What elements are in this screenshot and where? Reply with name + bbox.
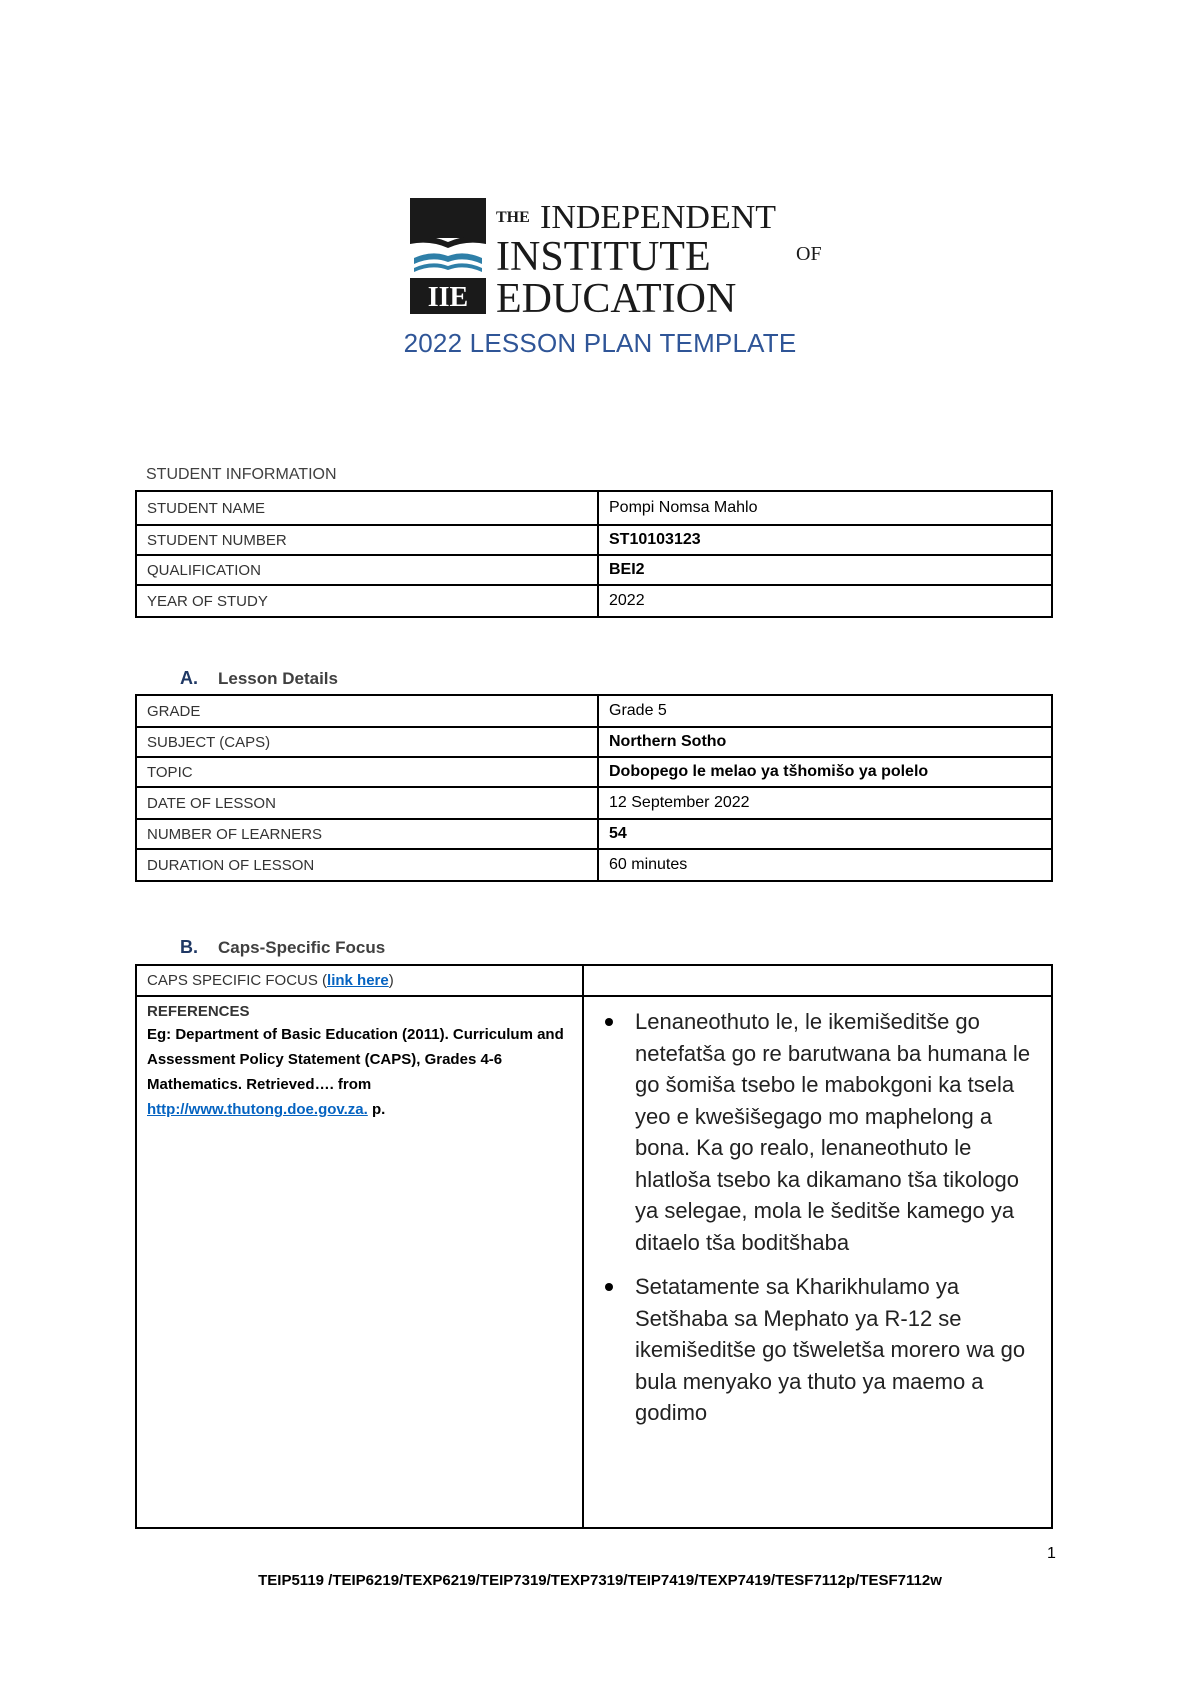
- reference-suffix: p.: [367, 1101, 386, 1118]
- student-number-key: STUDENT NUMBER: [136, 525, 598, 555]
- caps-header-prefix: CAPS SPECIFIC FOCUS (: [147, 972, 328, 989]
- topic-value: Dobopego le melao ya tšhomišo ya polelo: [598, 757, 1052, 787]
- section-letter: A.: [180, 668, 198, 688]
- logo-badge-text: IIE: [427, 282, 469, 313]
- student-info-table: [135, 490, 1053, 618]
- list-item: Setatamente sa Kharikhulamo ya Setšhaba sa Mephato ya R-12 se ikemišeditše go tšweletša morero wa go bula menyako ya thuto ya maemo a godimo: [635, 1271, 1034, 1429]
- duration-value: 60 minutes: [598, 849, 1052, 881]
- grade-value: Grade 5: [598, 695, 1052, 727]
- table-row: [136, 965, 1052, 996]
- learners-value: 54: [598, 819, 1052, 849]
- footer-module-codes: TEIP5119 /TEIP6219/TEXP6219/TEIP7319/TEXP7319/TEIP7419/TEXP7419/TESF7112p/TESF7112w: [258, 1572, 942, 1589]
- grade-key: GRADE: [136, 695, 598, 727]
- references-cell: [136, 996, 583, 1528]
- caps-focus-table: [135, 964, 1053, 1529]
- table-row: [136, 757, 1052, 787]
- logo-line1-text: INDEPENDENT: [540, 199, 777, 236]
- date-key: DATE OF LESSON: [136, 787, 598, 819]
- section-letter: B.: [180, 937, 198, 957]
- subject-key: SUBJECT (CAPS): [136, 727, 598, 757]
- year-of-study-value: 2022: [598, 585, 1052, 617]
- document-title: 2022 LESSON PLAN TEMPLATE: [403, 328, 797, 358]
- table-row: [136, 585, 1052, 617]
- caps-link[interactable]: link here: [327, 972, 389, 989]
- logo-the-text: THE: [496, 209, 530, 226]
- logo-line3-text: EDUCATION: [496, 276, 737, 314]
- topic-key: TOPIC: [136, 757, 598, 787]
- year-of-study-key: YEAR OF STUDY: [136, 585, 598, 617]
- student-number-value: ST10103123: [598, 525, 1052, 555]
- logo-line2-text: INSTITUTE: [496, 234, 711, 280]
- caps-focus-heading: [180, 937, 385, 958]
- duration-key: DURATION OF LESSON: [136, 849, 598, 881]
- section-title: Lesson Details: [218, 669, 338, 688]
- subject-value: Northern Sotho: [598, 727, 1052, 757]
- table-row: [136, 819, 1052, 849]
- list-item: Lenaneothuto le, le ikemišeditše go netefatša go re barutwana ba humana le go šomiša tsebo le mabokgoni ka tsela yeo e kwešišegago mo maphelong a bona. Ka go realo, lenaneothuto le hlatloša tsebo ka dikamano tša tikologo ya selegae, mola le šeditše kamego ya ditaelo tša boditšhaba: [635, 1006, 1034, 1258]
- student-name-key: STUDENT NAME: [136, 491, 598, 525]
- logo-of-text: OF: [796, 243, 822, 265]
- qualification-key: QUALIFICATION: [136, 555, 598, 585]
- learners-key: NUMBER OF LEARNERS: [136, 819, 598, 849]
- caps-header-suffix: ): [388, 972, 394, 989]
- iie-logo: [410, 198, 830, 314]
- table-row: [136, 525, 1052, 555]
- page-number: 1: [1047, 1545, 1056, 1562]
- table-row: [136, 491, 1052, 525]
- table-row: [136, 996, 1052, 1528]
- table-row: [136, 727, 1052, 757]
- table-row: [136, 555, 1052, 585]
- caps-header-cell: [136, 965, 583, 996]
- lesson-details-table: [135, 694, 1053, 882]
- caps-bullet-list: [585, 998, 1050, 1429]
- table-row: [136, 695, 1052, 727]
- reference-link[interactable]: http://www.thutong.doe.gov.za.: [147, 1101, 368, 1118]
- section-title: Caps-Specific Focus: [218, 938, 386, 957]
- student-name-value: Pompi Nomsa Mahlo: [598, 491, 1052, 525]
- logo-graphic: [410, 198, 830, 314]
- date-value: 12 September 2022: [598, 787, 1052, 819]
- table-row: [136, 849, 1052, 881]
- references-label: REFERENCES: [147, 1003, 250, 1020]
- table-row: [136, 787, 1052, 819]
- caps-content-cell: [583, 996, 1052, 1528]
- caps-header-empty-cell: [583, 965, 1052, 996]
- reference-body: Eg: Department of Basic Education (2011). Curriculum and Assessment Policy Statement (CAPS), Grades 4-6 Mathematics. Retrieved…. from: [147, 1026, 564, 1093]
- lesson-details-heading: [180, 668, 338, 689]
- reference-text: [147, 1022, 572, 1122]
- qualification-value: BEI2: [598, 555, 1052, 585]
- student-info-label: STUDENT INFORMATION: [146, 466, 337, 483]
